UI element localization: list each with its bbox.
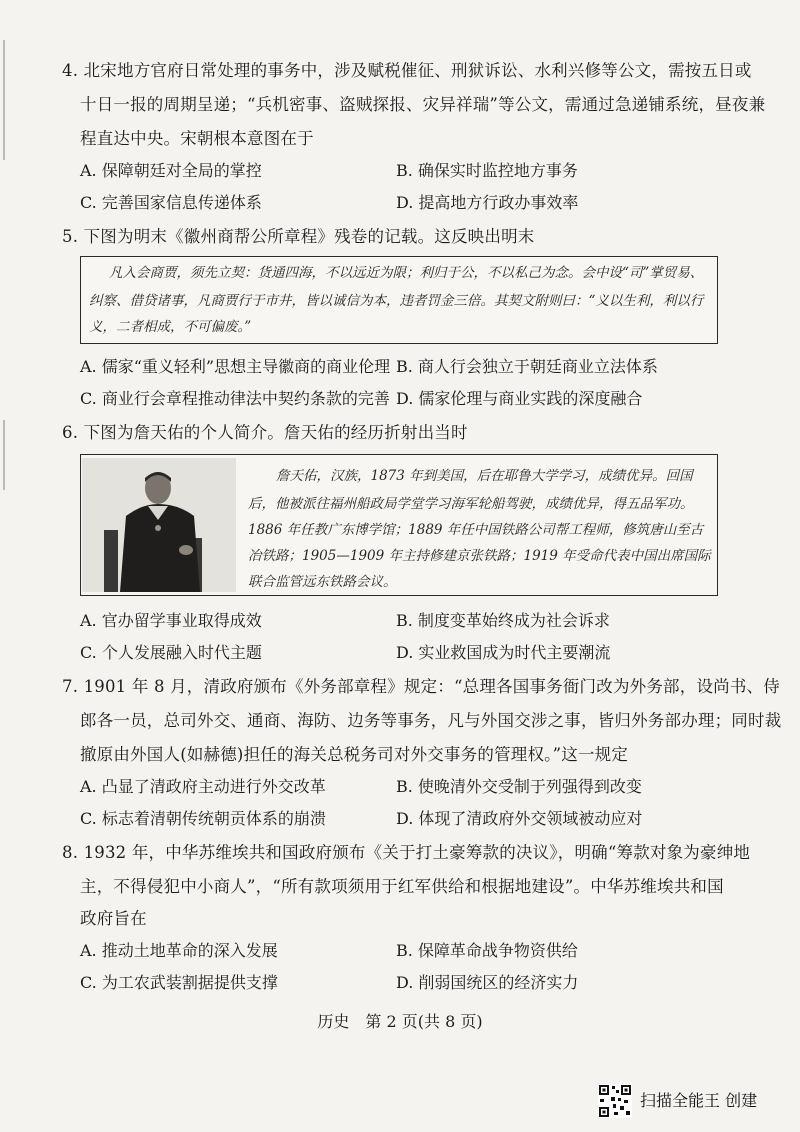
q6-option-a[interactable]: A. 官办留学事业取得成效 <box>80 611 262 630</box>
q7-option-c[interactable]: C. 标志着清朝传统朝贡体系的崩溃 <box>80 809 326 828</box>
q5-option-c[interactable]: C. 商业行会章程推动律法中契约条款的完善 <box>80 389 390 408</box>
q5-stem: 5. 下图为明末《徽州商帮公所章程》残卷的记载。这反映出明末 <box>62 227 535 246</box>
q4-stem-line-2: 十日一报的周期呈递；“兵机密事、盗贼探报、灾异祥瑞”等公文，需通过急递铺系统，昼夜兼 <box>80 95 766 114</box>
portrait-photo <box>82 458 236 592</box>
q5-option-a[interactable]: A. 儒家“重义轻利”思想主导徽商的商业伦理 <box>80 357 391 376</box>
q7-option-b[interactable]: B. 使晚清外交受制于列强得到改变 <box>396 777 642 796</box>
q6-stem: 6. 下图为詹天佑的个人简介。詹天佑的经历折射出当时 <box>62 423 468 442</box>
q6-option-d[interactable]: D. 实业救国成为时代主要潮流 <box>396 643 611 662</box>
q8-stem-line-1: 8. 1932 年，中华苏维埃共和国政府颁布《关于打土豪筹款的决议》，明确“筹款对象为豪绅地 <box>62 843 751 862</box>
q8-option-c[interactable]: C. 为工农武装割据提供支撑 <box>80 973 278 992</box>
q7-stem-line-2: 郎各一员，总司外交、通商、海防、边务等事务，凡与外国交涉之事，皆归外务部办理；同时裁 <box>80 711 782 730</box>
q7-stem-line-1: 7. 1901 年 8 月，清政府颁布《外务部章程》规定：“总理各国事务衙门改为外务部，设尚书、侍 <box>62 677 780 696</box>
q5-quote-line-3: 义，二者相成，不可偏废。” <box>89 319 252 335</box>
q8-option-b[interactable]: B. 保障革命战争物资供给 <box>396 941 578 960</box>
q6-bio-line-2: 后，他被派往福州船政局学堂学习海军轮船驾驶，成绩优异，得五品军功。 <box>248 496 694 512</box>
qr-code-icon <box>598 1084 632 1118</box>
scanner-watermark <box>598 1084 778 1120</box>
q6-option-c[interactable]: C. 个人发展融入时代主题 <box>80 643 262 662</box>
portrait-figure-icon <box>82 458 236 592</box>
scanner-label: 扫描全能王 创建 <box>640 1091 758 1110</box>
q8-option-d[interactable]: D. 削弱国统区的经济实力 <box>396 973 579 992</box>
q6-bio-line-1: 詹天佑，汉族，1873 年到美国，后在耶鲁大学学习，成绩优异。回国 <box>276 468 693 484</box>
q8-option-a[interactable]: A. 推动土地革命的深入发展 <box>80 941 278 960</box>
q4-stem-line-3: 程直达中央。宋朝根本意图在于 <box>80 129 314 148</box>
q5-option-d[interactable]: D. 儒家伦理与商业实践的深度融合 <box>396 389 643 408</box>
q5-quote-box <box>80 256 718 344</box>
scan-edge-mark <box>3 40 5 160</box>
q5-option-b[interactable]: B. 商人行会独立于朝廷商业立法体系 <box>396 357 658 376</box>
q5-quote-line-2: 纠察、借贷诸事，凡商贾行于市井，皆以诚信为本，违者罚金三倍。其契文附则曰：“义以生利，利以行 <box>89 293 704 309</box>
q4-option-c[interactable]: C. 完善国家信息传递体系 <box>80 193 262 212</box>
q5-quote-line-1: 凡入会商贾，须先立契：货通四海，不以远近为限；利归于公，不以私己为念。会中设“司”掌贸易、 <box>109 265 704 281</box>
q8-stem-line-3: 政府旨在 <box>80 909 147 928</box>
q6-bio-line-5: 联合监管远东铁路会议。 <box>248 574 397 590</box>
q7-option-d[interactable]: D. 体现了清政府外交领域被动应对 <box>396 809 643 828</box>
q4-option-d[interactable]: D. 提高地方行政办事效率 <box>396 193 579 212</box>
q7-option-a[interactable]: A. 凸显了清政府主动进行外交改革 <box>80 777 326 796</box>
q7-stem-line-3: 撤原由外国人(如赫德)担任的海关总税务司对外交事务的管理权。”这一规定 <box>80 745 629 764</box>
scan-edge-mark <box>3 420 5 490</box>
page-footer: 历史 第 2 页(共 8 页) <box>317 1012 483 1031</box>
q6-bio-line-4: 冶铁路；1905—1909 年主持修建京张铁路；1919 年受命代表中国出席国际 <box>248 548 711 564</box>
q6-option-b[interactable]: B. 制度变革始终成为社会诉求 <box>396 611 610 630</box>
q8-stem-line-2: 主，不得侵犯中小商人”，“所有款项须用于红军供给和根据地建设”。中华苏维埃共和国 <box>80 877 724 896</box>
q4-option-b[interactable]: B. 确保实时监控地方事务 <box>396 161 578 180</box>
q4-stem-line-1: 4. 北宋地方官府日常处理的事务中，涉及赋税催征、刑狱诉讼、水利兴修等公文，需按五日或 <box>62 61 752 80</box>
q6-bio-line-3: 1886 年任教广东博学馆；1889 年任中国铁路公司帮工程师，修筑唐山至古 <box>248 522 704 538</box>
q4-option-a[interactable]: A. 保障朝廷对全局的掌控 <box>80 161 262 180</box>
